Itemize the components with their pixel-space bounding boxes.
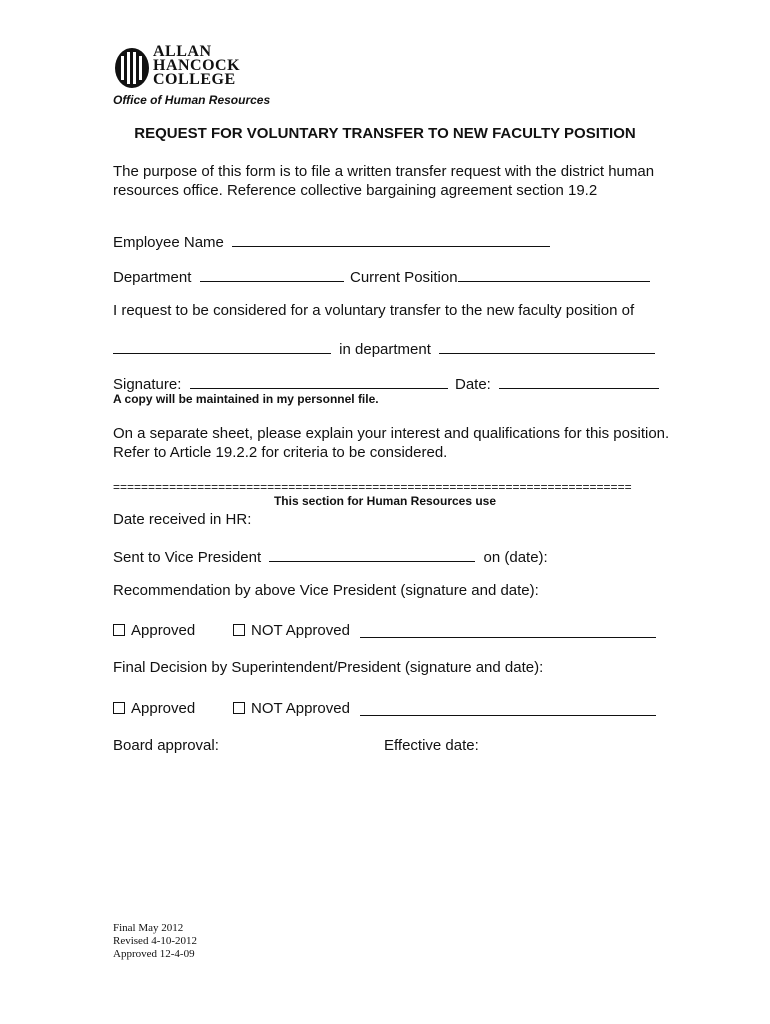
vp-approved-checkbox[interactable] (113, 624, 125, 636)
sent-to-vp-row (113, 546, 548, 566)
date-field[interactable] (499, 373, 659, 389)
college-name-line-3: COLLEGE (153, 71, 236, 88)
employee-name-row (113, 231, 550, 251)
president-not-approved-checkbox[interactable] (233, 702, 245, 714)
vp-not-approved-option[interactable] (233, 622, 350, 639)
sent-to-vp-field[interactable] (269, 546, 475, 562)
president-not-approved-option[interactable] (233, 700, 350, 717)
college-logo (113, 43, 263, 90)
vp-not-approved-checkbox[interactable] (233, 624, 245, 636)
in-department-label: in department (339, 341, 431, 358)
vp-not-approved-label: NOT Approved (251, 622, 350, 639)
footer-revised: Revised 4-10-2012 (113, 935, 198, 947)
president-not-approved-label: NOT Approved (251, 700, 350, 717)
date-label: Date: (455, 376, 491, 393)
signature-row (113, 373, 448, 393)
form-title: REQUEST FOR VOLUNTARY TRANSFER TO NEW FACULTY POSITION (134, 125, 636, 142)
request-text: I request to be considered for a voluntary transfer to the new faculty position of (113, 302, 635, 319)
college-emblem-icon (113, 46, 151, 90)
department-field[interactable] (200, 266, 344, 282)
new-department-field[interactable] (439, 338, 655, 354)
department-label: Department (113, 269, 192, 286)
footer-final: Final May 2012 (113, 922, 184, 934)
board-approval-label: Board approval: (113, 737, 219, 754)
president-approved-checkbox[interactable] (113, 702, 125, 714)
footer-approved: Approved 12-4-09 (113, 948, 195, 960)
sent-to-vp-label: Sent to Vice President (113, 549, 262, 566)
vp-signature-row (360, 622, 656, 643)
position-department-row (113, 338, 655, 358)
signature-label: Signature: (113, 376, 182, 393)
hr-section-title: This section for Human Resources use (273, 494, 497, 508)
office-label: Office of Human Resources (113, 93, 271, 107)
college-name-line-1: ALLAN (153, 43, 212, 60)
current-position-row (350, 266, 650, 286)
president-signature-row (360, 700, 656, 721)
vp-approved-option[interactable] (113, 622, 195, 639)
employee-name-field[interactable] (232, 231, 550, 247)
vp-signature-date-field[interactable] (360, 622, 656, 638)
copy-note: A copy will be maintained in my personnel file. (113, 392, 379, 406)
on-date-label: on (date): (483, 549, 548, 566)
current-position-label: Current Position (350, 269, 458, 286)
vp-approved-label: Approved (131, 622, 196, 639)
final-decision-label: Final Decision by Superintendent/President (signature and date): (113, 659, 544, 676)
separate-sheet-text: On a separate sheet, please explain your interest and qualifications for this position. Refer to Article 19.2.2 for criteria to be considered. (113, 425, 670, 461)
revision-footer (113, 922, 197, 961)
section-separator: ========================================================================== (113, 480, 632, 494)
purpose-text: The purpose of this form is to file a written transfer request with the district human resources office. Reference collective bargaining agreement section 19.2 (113, 163, 655, 199)
college-name (153, 45, 240, 87)
current-position-field[interactable] (458, 266, 650, 282)
president-signature-date-field[interactable] (360, 700, 656, 716)
president-approved-label: Approved (131, 700, 196, 717)
employee-name-label: Employee Name (113, 234, 224, 251)
date-received-label: Date received in HR: (113, 511, 252, 528)
effective-date-label: Effective date: (384, 737, 479, 754)
college-name-line-2: HANCOCK (153, 57, 241, 74)
new-position-field[interactable] (113, 338, 331, 354)
signature-field[interactable] (190, 373, 448, 389)
president-approved-option[interactable] (113, 700, 195, 717)
recommendation-label: Recommendation by above Vice President (signature and date): (113, 582, 539, 599)
department-row (113, 266, 344, 286)
date-row (455, 373, 659, 393)
